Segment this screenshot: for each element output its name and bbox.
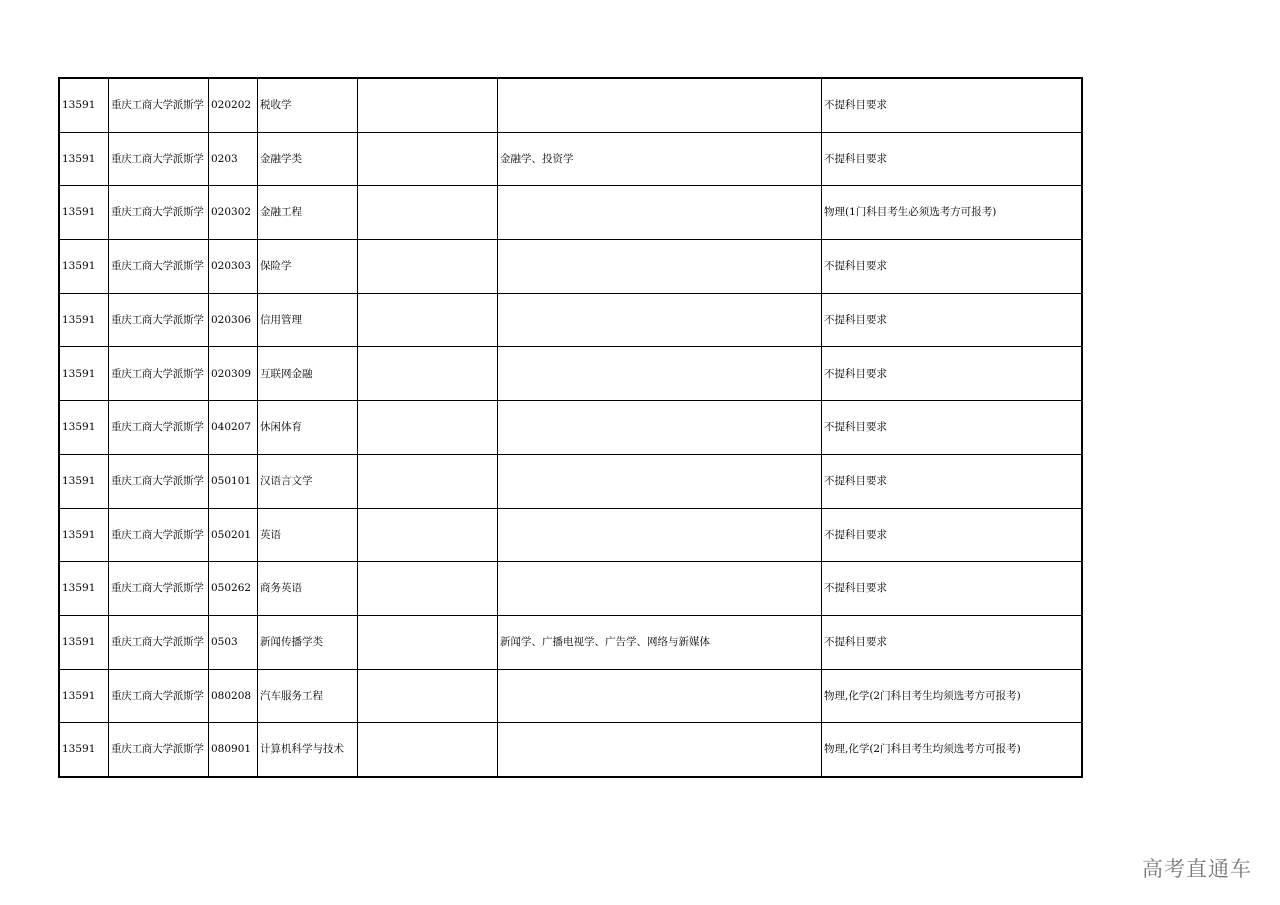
school-code-cell: 13591	[59, 132, 109, 186]
major-name-cell: 保险学	[258, 240, 358, 294]
blank-cell	[358, 669, 498, 723]
table-row	[59, 723, 1082, 777]
blank-cell	[358, 240, 498, 294]
school-name-cell: 重庆工商大学派斯学	[109, 132, 209, 186]
major-code-cell: 020306	[209, 293, 258, 347]
table-row	[59, 401, 1082, 455]
school-name-cell: 重庆工商大学派斯学	[109, 240, 209, 294]
school-name-cell: 重庆工商大学派斯学	[109, 615, 209, 669]
school-name-cell: 重庆工商大学派斯学	[109, 293, 209, 347]
subject-requirement-cell: 不提科目要求	[822, 293, 1083, 347]
school-code-cell: 13591	[59, 293, 109, 347]
major-code-cell: 020302	[209, 186, 258, 240]
school-code-cell: 13591	[59, 615, 109, 669]
school-code-cell: 13591	[59, 347, 109, 401]
subject-requirement-cell: 不提科目要求	[822, 347, 1083, 401]
table-row	[59, 615, 1082, 669]
table-row	[59, 669, 1082, 723]
included-majors-cell	[498, 78, 822, 132]
included-majors-cell	[498, 186, 822, 240]
major-name-cell: 汉语言文学	[258, 454, 358, 508]
subject-requirement-cell: 不提科目要求	[822, 401, 1083, 455]
major-code-cell: 0203	[209, 132, 258, 186]
subject-requirements-table	[58, 77, 1083, 778]
blank-cell	[358, 78, 498, 132]
subject-requirement-cell: 物理,化学(2门科目考生均须选考方可报考)	[822, 669, 1083, 723]
blank-cell	[358, 293, 498, 347]
major-code-cell: 040207	[209, 401, 258, 455]
school-name-cell: 重庆工商大学派斯学	[109, 562, 209, 616]
blank-cell	[358, 401, 498, 455]
included-majors-cell: 新闻学、广播电视学、广告学、网络与新媒体	[498, 615, 822, 669]
blank-cell	[358, 454, 498, 508]
major-name-cell: 税收学	[258, 78, 358, 132]
blank-cell	[358, 186, 498, 240]
school-code-cell: 13591	[59, 454, 109, 508]
blank-cell	[358, 562, 498, 616]
school-code-cell: 13591	[59, 723, 109, 777]
table-row	[59, 508, 1082, 562]
included-majors-cell	[498, 508, 822, 562]
table-row	[59, 454, 1082, 508]
table-row	[59, 240, 1082, 294]
subject-requirement-cell: 不提科目要求	[822, 78, 1083, 132]
included-majors-cell	[498, 669, 822, 723]
major-name-cell: 商务英语	[258, 562, 358, 616]
subject-requirement-cell: 不提科目要求	[822, 562, 1083, 616]
major-code-cell: 020303	[209, 240, 258, 294]
major-code-cell: 080901	[209, 723, 258, 777]
blank-cell	[358, 615, 498, 669]
major-name-cell: 互联网金融	[258, 347, 358, 401]
included-majors-cell	[498, 293, 822, 347]
school-code-cell: 13591	[59, 240, 109, 294]
included-majors-cell	[498, 454, 822, 508]
major-code-cell: 080208	[209, 669, 258, 723]
school-name-cell: 重庆工商大学派斯学	[109, 723, 209, 777]
major-code-cell: 020309	[209, 347, 258, 401]
school-name-cell: 重庆工商大学派斯学	[109, 186, 209, 240]
blank-cell	[358, 132, 498, 186]
school-name-cell: 重庆工商大学派斯学	[109, 508, 209, 562]
major-code-cell: 0503	[209, 615, 258, 669]
included-majors-cell	[498, 240, 822, 294]
major-name-cell: 信用管理	[258, 293, 358, 347]
table-row	[59, 186, 1082, 240]
included-majors-cell	[498, 401, 822, 455]
major-code-cell: 050201	[209, 508, 258, 562]
subject-requirement-cell: 不提科目要求	[822, 615, 1083, 669]
school-code-cell: 13591	[59, 669, 109, 723]
subject-requirement-cell: 物理(1门科目考生必须选考方可报考)	[822, 186, 1083, 240]
blank-cell	[358, 723, 498, 777]
school-code-cell: 13591	[59, 562, 109, 616]
school-code-cell: 13591	[59, 186, 109, 240]
school-name-cell: 重庆工商大学派斯学	[109, 78, 209, 132]
subject-requirement-cell: 不提科目要求	[822, 508, 1083, 562]
table-body	[59, 78, 1082, 777]
school-code-cell: 13591	[59, 78, 109, 132]
major-name-cell: 金融学类	[258, 132, 358, 186]
school-name-cell: 重庆工商大学派斯学	[109, 347, 209, 401]
blank-cell	[358, 508, 498, 562]
school-code-cell: 13591	[59, 401, 109, 455]
table-row	[59, 293, 1082, 347]
subject-requirement-cell: 不提科目要求	[822, 240, 1083, 294]
watermark: 高考直通车	[1142, 857, 1252, 881]
table-row	[59, 78, 1082, 132]
included-majors-cell	[498, 723, 822, 777]
subject-requirement-cell: 物理,化学(2门科目考生均须选考方可报考)	[822, 723, 1083, 777]
major-name-cell: 新闻传播学类	[258, 615, 358, 669]
school-name-cell: 重庆工商大学派斯学	[109, 454, 209, 508]
major-name-cell: 计算机科学与技术	[258, 723, 358, 777]
major-code-cell: 050101	[209, 454, 258, 508]
school-name-cell: 重庆工商大学派斯学	[109, 401, 209, 455]
school-code-cell: 13591	[59, 508, 109, 562]
major-name-cell: 金融工程	[258, 186, 358, 240]
table-row	[59, 347, 1082, 401]
table-row	[59, 132, 1082, 186]
included-majors-cell	[498, 347, 822, 401]
major-name-cell: 休闲体育	[258, 401, 358, 455]
school-name-cell: 重庆工商大学派斯学	[109, 669, 209, 723]
included-majors-cell: 金融学、投资学	[498, 132, 822, 186]
subject-requirement-cell: 不提科目要求	[822, 454, 1083, 508]
major-name-cell: 汽车服务工程	[258, 669, 358, 723]
blank-cell	[358, 347, 498, 401]
major-code-cell: 050262	[209, 562, 258, 616]
included-majors-cell	[498, 562, 822, 616]
major-name-cell: 英语	[258, 508, 358, 562]
major-code-cell: 020202	[209, 78, 258, 132]
table-row	[59, 562, 1082, 616]
subject-requirement-cell: 不提科目要求	[822, 132, 1083, 186]
